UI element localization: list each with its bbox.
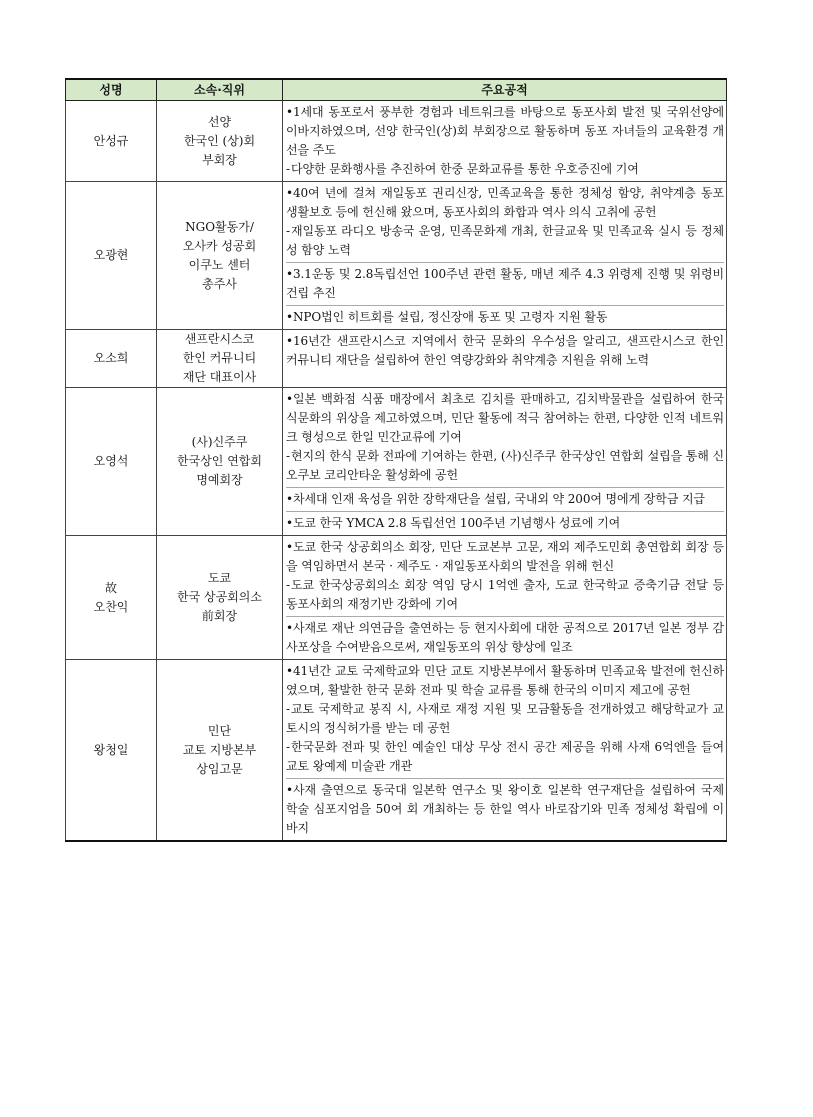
recipient-name: 故 <box>104 580 117 595</box>
achievement-item: • 3.1운동 및 2.8독립선언 100주년 관련 활동, 매년 제주 4.3 위령제 진행 및 위령비 건립 추진 <box>286 265 724 303</box>
recipient-name-cell <box>66 388 157 536</box>
affiliation-cell <box>157 660 283 842</box>
affiliation-line: 상임고문 <box>196 761 243 776</box>
achievement-detail: - 도쿄 한국상공회의소 회장 역임 당시 1억엔 출자, 도쿄 한국학교 증축기금 전달 등 동포사회의 재정기반 강화에 기여 <box>286 576 724 614</box>
awards-table-container <box>65 78 726 842</box>
achievements-cell <box>283 182 727 330</box>
affiliation-line: 오사카 성공회 <box>182 238 257 253</box>
item-divider <box>286 616 724 617</box>
affiliation-cell <box>157 182 283 330</box>
achievement-detail: - 교토 국제학교 봉직 시, 사재로 재정 지원 및 모금활동을 전개하였고 해당학교가 교토시의 정식허가를 받는 데 공헌 <box>286 700 724 738</box>
header-achievements: 주요공적 <box>283 79 727 101</box>
affiliation-line: 샌프란시스코 <box>184 332 255 346</box>
affiliation-line: 한국상인 연합회 <box>177 454 262 468</box>
affiliation-cell <box>157 330 283 388</box>
achievement-item: • 16년간 샌프란시스코 지역에서 한국 문화의 우수성을 알리고, 샌프란시스코 한인 커뮤니티 재단을 설립하여 한인 역량강화와 취약계층 지원을 위해 노력 <box>286 332 724 370</box>
achievements-cell <box>283 660 727 842</box>
recipient-name: 오찬익 <box>93 599 129 614</box>
recipient-name: 오광현 <box>93 248 129 262</box>
affiliation-line: 한국 상공회의소 <box>177 590 262 604</box>
header-affiliation: 소속·직위 <box>157 79 283 101</box>
achievement-item: • 차세대 인재 육성을 위한 장학재단을 설립, 국내외 약 200여 명에게 장학금 지급 <box>286 490 724 509</box>
achievements-cell <box>283 388 727 536</box>
affiliation-line: 민단 <box>207 723 232 738</box>
header-name: 성명 <box>66 79 157 101</box>
recipient-name: 안성규 <box>93 133 129 148</box>
achievement-detail: - 다양한 문화행사를 추진하여 한중 문화교류를 통한 우호증진에 기여 <box>286 160 724 179</box>
item-divider <box>286 262 724 263</box>
item-divider <box>286 487 724 488</box>
table-row <box>66 182 727 330</box>
achievement-detail: - 현지의 한식 문화 전파에 기여하는 한편, (사)신주쿠 한국상인 연합회 설립을 통해 신오쿠보 코리안타운 활성화에 공헌 <box>286 447 724 485</box>
table-row <box>66 660 727 842</box>
affiliation-line: 前회장 <box>201 609 238 623</box>
achievement-item: • 41년간 교토 국제학교와 민단 교토 지방본부에서 활동하며 민족교육 발전에 헌신하였으며, 활발한 한국 문화 전파 및 학술 교류를 통해 한국의 이미지 제고에 공헌 <box>286 662 724 700</box>
achievement-item: • 사재 출연으로 동국대 일본학 연구소 및 왕이호 일본학 연구재단을 설립하여 국제 학술 심포지엄을 50여 회 개최하는 등 한일 역사 바로잡기와 민족 정체성 확립에 이바지 <box>286 781 724 838</box>
achievements-cell <box>283 101 727 182</box>
affiliation-cell <box>157 388 283 536</box>
affiliation-line: NGO활동가/ <box>185 219 254 234</box>
affiliation-cell <box>157 536 283 660</box>
recipient-name-cell <box>66 536 157 660</box>
table-row <box>66 330 727 388</box>
achievement-item: • 1세대 동포로서 풍부한 경험과 네트워크를 바탕으로 동포사회 발전 및 국위선양에 이바지하였으며, 선양 한국인(상)회 부회장으로 활동하며 동포 자녀들의 교육환경 개선을 주도 <box>286 103 724 160</box>
achievement-item: • 도쿄 한국 YMCA 2.8 독립선언 100주년 기념행사 성료에 기여 <box>286 514 724 533</box>
affiliation-line: 재단 대표이사 <box>182 370 257 384</box>
item-divider <box>286 305 724 306</box>
affiliation-line: 이쿠노 센터 <box>188 257 251 272</box>
affiliation-line: 교토 지방본부 <box>182 742 257 757</box>
item-divider <box>286 778 724 779</box>
table-row <box>66 388 727 536</box>
recipient-name: 오영석 <box>93 454 129 468</box>
achievement-detail: - 재일동포 라디오 방송국 운영, 민족문화제 개최, 한글교육 및 민족교육 실시 등 정체성 함양 노력 <box>286 222 724 260</box>
achievement-item: • 40여 년에 걸쳐 재일동포 권리신장, 민족교육을 통한 정체성 함양, 취약계층 동포 생활보호 등에 헌신해 왔으며, 동포사회의 화합과 역사 의식 고취에 공헌 <box>286 184 724 222</box>
achievements-cell <box>283 330 727 388</box>
table-row <box>66 101 727 182</box>
affiliation-line: 도쿄 <box>207 571 232 585</box>
achievements-cell <box>283 536 727 660</box>
table-body <box>66 101 727 842</box>
recipient-name: 왕청일 <box>93 742 129 757</box>
achievement-item: • NPO법인 히트회를 설립, 정신장애 동포 및 고령자 지원 활동 <box>286 308 724 327</box>
table-row <box>66 536 727 660</box>
achievement-item: • 일본 백화점 식품 매장에서 최초로 김치를 판매하고, 김치박물관을 설립하여 한국 식문화의 위상을 제고하였으며, 민단 활동에 적극 참여하는 한편, 다양한 인적 네트워크 형성으로 한일 민간교류에 기여 <box>286 390 724 447</box>
awards-table <box>65 78 727 842</box>
achievement-detail: - 한국문화 전파 및 한인 예술인 대상 무상 전시 공간 제공을 위해 사재 6억엔을 들여 교토 왕예제 미술관 개관 <box>286 738 724 776</box>
affiliation-line: (사)신주쿠 <box>191 435 248 449</box>
affiliation-line: 명예회장 <box>196 473 243 487</box>
affiliation-line: 한국인 (상)회 <box>183 133 256 148</box>
recipient-name-cell <box>66 101 157 182</box>
affiliation-line: 부회장 <box>202 152 237 167</box>
affiliation-cell <box>157 101 283 182</box>
affiliation-line: 한인 커뮤니티 <box>182 351 257 365</box>
affiliation-line: 선양 <box>207 114 232 129</box>
recipient-name-cell <box>66 330 157 388</box>
affiliation-line: 총주사 <box>202 276 237 291</box>
achievement-item: • 사재로 재난 의연금을 출연하는 등 현지사회에 대한 공적으로 2017년 일본 정부 감사포상을 수여받음으로써, 재일동포의 위상 향상에 일조 <box>286 619 724 657</box>
recipient-name-cell <box>66 182 157 330</box>
header-row <box>66 79 727 101</box>
achievement-item: • 도쿄 한국 상공회의소 회장, 민단 도쿄본부 고문, 재외 제주도민회 총연합회 회장 등을 역임하면서 본국 · 제주도 · 재일동포사회의 발전을 위해 헌신 <box>286 538 724 576</box>
recipient-name: 오소희 <box>93 351 129 365</box>
item-divider <box>286 511 724 512</box>
recipient-name-cell <box>66 660 157 842</box>
